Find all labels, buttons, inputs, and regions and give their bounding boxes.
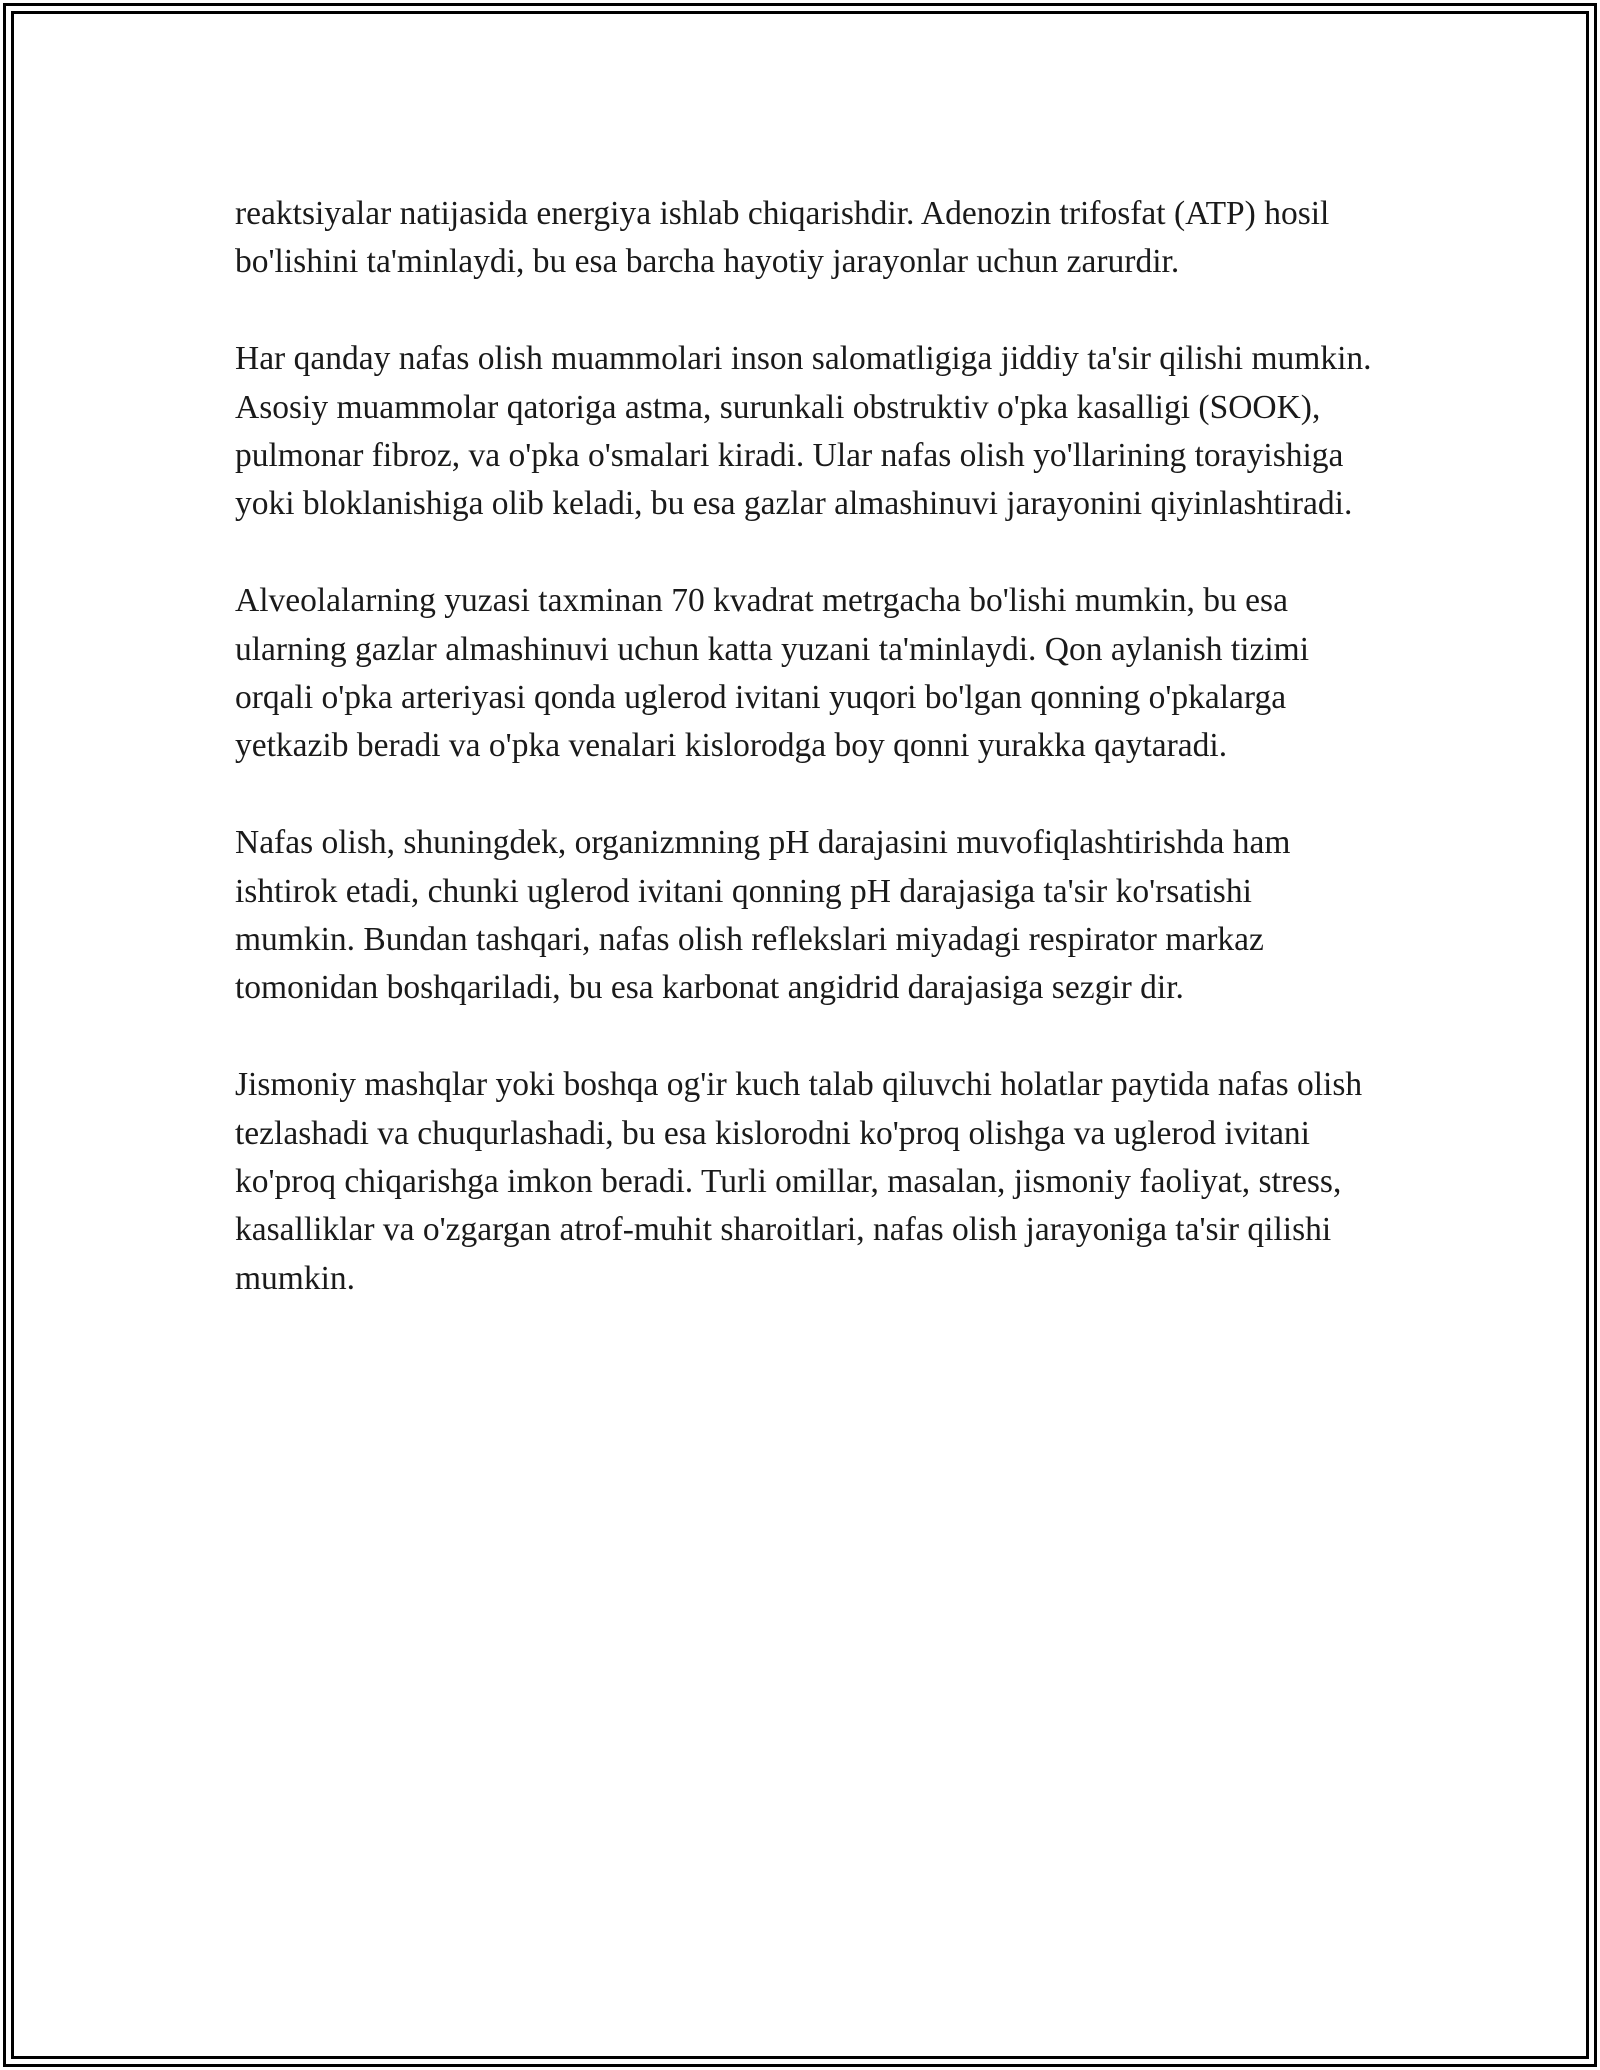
paragraph-alveoli: Alveolalarning yuzasi taxminan 70 kvadrat metrgacha bo'lishi mumkin, bu esa ularning gazlar almashinuvi uchun katta yuzani ta'minlaydi. Qon aylanish tizimi orqali o'pka arteriyasi qonda uglerod ivitani yuqori bo'lgan qonning o'pkalarga yetkazib beradi va o'pka venalari kislorodga boy qonni yurakka qaytaradi. bbox=[235, 582, 1310, 765]
paragraph-exercise: Jismoniy mashqlar yoki boshqa og'ir kuch talab qiluvchi holatlar paytida nafas olish tezlashadi va chuqurlashadi, bu esa kislorodni ko'proq olishga va uglerod ivitani ko'proq chiqarishga imkon beradi. Turli omillar, masalan, jismoniy faoliyat, stress, kasalliklar va o'zgargan atrof-muhit sharoitlari, nafas olish jarayoniga ta'sir qilishi mumkin. bbox=[235, 1066, 1363, 1297]
paragraph-respiratory-problems: Har qanday nafas olish muammolari inson salomatligiga jiddiy ta'sir qilishi mumkin. Asosiy muammolar qatoriga astma, surunkali obstruktiv o'pka kasalligi (SOOK), pulmonar fibroz, va o'pka o'smalari kiradi. Ular nafas olish yo'llarining torayishiga yoki bloklanishiga olib keladi, bu esa gazlar almashinuvi jarayonini qiyinlashtiradi. bbox=[235, 340, 1372, 523]
paragraph-ph-regulation: Nafas olish, shuningdek, organizmning pH darajasini muvofiqlashtirishda ham ishtirok etadi, chunki uglerod ivitani qonning pH darajasiga ta'sir ko'rsatishi mumkin. Bundan tashqari, nafas olish reflekslari miyadagi respirator markaz tomonidan boshqariladi, bu esa karbonat angidrid darajasiga sezgir dir. bbox=[235, 824, 1291, 1007]
paragraph-atp: reaktsiyalar natijasida energiya ishlab chiqarishdir. Adenozin trifosfat (ATP) hosil bo'lishini ta'minlaydi, bu esa barcha hayotiy jarayonlar uchun zarurdir. bbox=[235, 195, 1330, 281]
document-body bbox=[235, 190, 1375, 1352]
